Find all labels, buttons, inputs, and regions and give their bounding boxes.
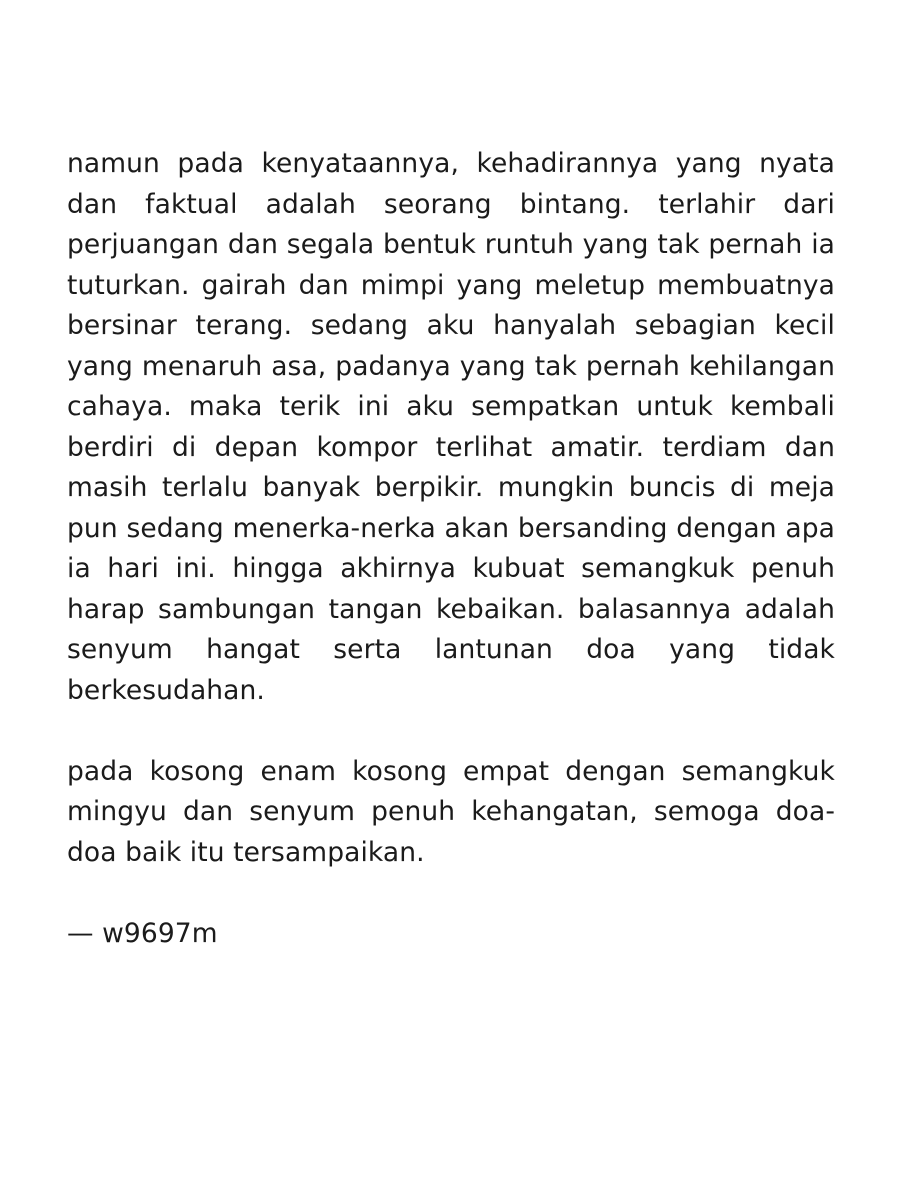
author-signature: — w9697m — [67, 917, 218, 949]
body-paragraph-1: namun pada kenyataannya, kehadirannya yang nyata dan faktual adalah seorang bintang. terlahir dari perjuangan dan segala bentuk runtuh yang tak pernah ia tuturkan. gairah dan mimpi yang meletup membuatnya bersinar terang. sedang aku hanyalah sebagian kecil yang menaruh asa, padanya yang tak pernah kehilangan cahaya. maka terik ini aku sempatkan untuk kembali berdiri di depan kompor terlihat amatir. terdiam dan masih terlalu banyak berpikir. mungkin buncis di meja pun sedang menerka-nerka akan bersanding dengan apa ia hari ini. hingga akhirnya kubuat semangkuk penuh harap sambungan tangan kebaikan. balasannya adalah senyum hangat serta lantunan doa yang tidak berkesudahan. — [67, 148, 835, 706]
body-paragraph-2: pada kosong enam kosong empat dengan semangkuk mingyu dan senyum penuh kehangatan, semoga doa-doa baik itu tersampaikan. — [67, 755, 835, 868]
document-body — [67, 144, 835, 954]
